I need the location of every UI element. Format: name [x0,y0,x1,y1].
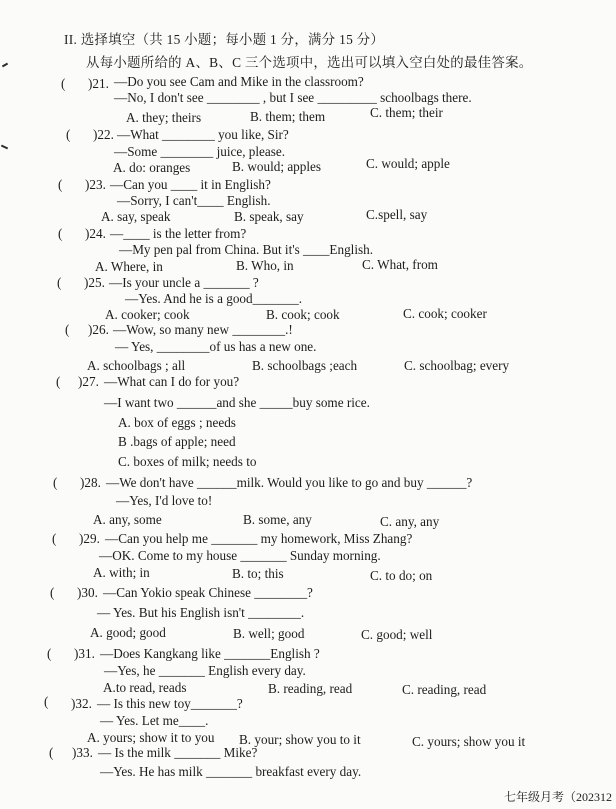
option-a: A. any, some [93,512,162,527]
section-title: II. 选择填空（共 15 小题；每小题 1 分，满分 15 分） [64,32,385,47]
answer-paren: ( [58,226,63,241]
option-b: B. would; apples [232,159,322,174]
question-line: —Does Kangkang like _______English ? [100,646,320,661]
question-number: )21. [88,76,109,91]
answer-paren: ( [66,127,71,142]
scan-mark [1,145,8,150]
answer-paren: ( [50,585,55,600]
section-instruction: 从每小题所给的 A、B、C 三个选项中，选出可以填入空白处的最佳答案。 [86,55,533,70]
answer-paren: ( [57,275,62,290]
question-line: — Yes, ________of us has a new one. [115,339,317,354]
answer-paren: ( [47,646,52,661]
question-line: —Some ________ juice, please. [114,144,286,159]
answer-paren: ( [52,531,57,546]
question-line: —Yes. He has milk _______ breakfast every day. [100,764,362,779]
question-line: —Is your uncle a _______ ? [109,275,259,290]
option-c: C. What, from [362,257,438,272]
option-a: A. schoolbags ; all [87,358,186,373]
option-a: A. box of eggs ; needs [118,415,236,430]
option-b: B. reading, read [268,681,353,696]
question-line: —OK. Come to my house _______ Sunday morning. [99,548,381,563]
option-c: C. schoolbag; every [404,358,510,373]
question-number: )25. [84,275,105,290]
answer-paren: ( [56,374,61,389]
question-line: —____ is the letter from? [110,226,247,241]
question-number: )27. [78,374,99,389]
question-number: )22. [93,127,114,142]
page-footer: 七年级月考（202312 [504,790,613,804]
question-number: )24. [85,226,106,241]
answer-paren: ( [53,475,58,490]
question-number: )26. [88,322,109,337]
option-b: B. some, any [243,512,312,527]
question-line: —What ________ you like, Sir? [117,127,289,142]
option-c: C. yours; show you it [412,734,526,749]
question-line: —Yes. And he is a good_______. [125,291,303,306]
answer-paren: ( [61,76,66,91]
answer-paren: ( [65,322,70,337]
question-line: —Can you ____ it in English? [110,177,271,192]
option-b: B. your; show you to it [239,732,361,747]
option-c: C. reading, read [402,682,487,697]
option-b: B. Who, in [236,258,294,273]
option-b: B. well; good [233,626,305,641]
option-a: A. Where, in [95,259,163,274]
option-b: B. schoolbags ;each [252,358,358,373]
question-line: —Yes, he _______ English every day. [104,663,306,678]
option-a: A. cooker; cook [105,307,190,322]
question-line: — Is this new toy_______? [97,696,243,711]
question-line: — Is the milk _______ Mike? [98,745,258,760]
option-c: C. cook; cooker [403,306,487,321]
option-c: C. to do; on [370,568,433,583]
option-b: B. speak, say [234,209,304,224]
question-line: —Can you help me _______ my homework, Miss Zhang? [105,531,413,546]
option-a: A. good; good [90,625,166,640]
question-number: )30. [77,585,98,600]
option-c: C. any, any [380,514,440,529]
option-a: A. say, speak [101,209,171,224]
question-number: )33. [72,745,93,760]
option-a: A. do: oranges [113,160,191,175]
question-line: — Yes. Let me____. [100,713,209,728]
question-line: —I want two ______and she _____buy some rice. [104,395,370,410]
scan-mark [2,63,8,68]
option-b: B. cook; cook [266,307,340,322]
option-b: B. them; them [250,109,326,124]
question-line: —Can Yokio speak Chinese ________? [103,585,313,600]
option-c: C.spell, say [366,207,428,222]
answer-paren: ( [58,177,63,192]
question-line: —Yes, I'd love to! [116,493,213,508]
question-line: —Wow, so many new ________.! [113,322,293,337]
question-number: )29. [79,531,100,546]
question-line: —Sorry, I can't____ English. [117,193,271,208]
question-number: )23. [85,177,106,192]
question-number: )32. [71,696,92,711]
question-line: —What can I do for you? [104,374,240,389]
question-line: —Do you see Cam and Mike in the classroom? [114,74,364,89]
question-number: )31. [74,646,95,661]
option-c: C. boxes of milk; needs to [118,454,257,469]
answer-paren: ( [49,745,54,760]
option-b: B. to; this [232,566,284,581]
question-number: )28. [80,475,101,490]
question-line: —No, I don't see ________ , but I see _________ schoolbags there. [114,90,472,105]
option-c: C. would; apple [366,156,450,171]
option-c: C. them; their [370,105,443,120]
question-line: —My pen pal from China. But it's ____English. [119,242,374,257]
option-a: A. with; in [93,565,150,580]
question-line: —We don't have ______milk. Would you like to go and buy ______? [106,475,473,490]
option-a: A. yours; show it to you [87,730,215,745]
option-b: B .bags of apple; need [118,434,236,449]
option-c: C. good; well [361,627,433,642]
option-a: A. they; theirs [126,110,202,125]
answer-paren: ( [44,694,49,709]
question-line: — Yes. But his English isn't ________. [97,605,305,620]
option-a: A.to read, reads [103,680,187,695]
